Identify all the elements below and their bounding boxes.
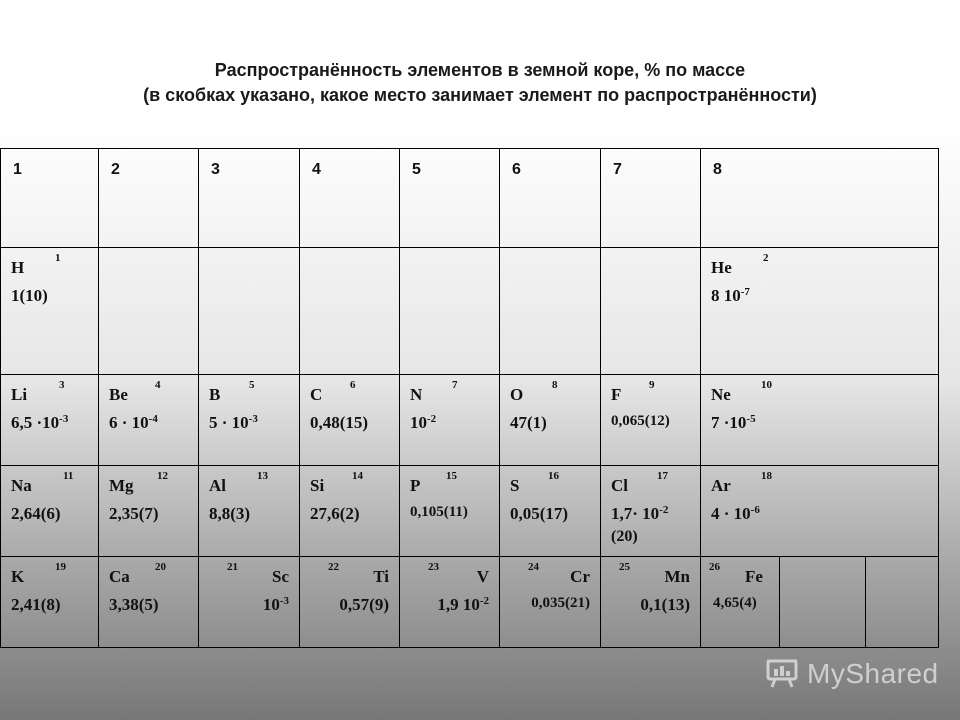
group-number: 1 <box>13 161 22 178</box>
element-cell-p <box>400 466 500 557</box>
atomic-number: 19 <box>55 561 66 573</box>
element-value: 0,48(15) <box>310 413 369 432</box>
title-line-2: (в скобках указано, какое место занимает элемент по распространённости) <box>143 85 817 105</box>
element-symbol: Ar <box>711 476 731 495</box>
element-value: 1,9 $10^{-2}$ <box>437 595 489 614</box>
group-number: 3 <box>211 161 220 178</box>
atomic-number: 2 <box>763 252 769 264</box>
period-row-3 <box>1 466 939 557</box>
element-cell-b <box>199 375 300 466</box>
element-symbol: P <box>410 476 421 495</box>
header-cell <box>400 149 500 248</box>
element-cell-o <box>500 375 601 466</box>
header-cell <box>500 149 601 248</box>
atomic-number: 16 <box>548 470 559 482</box>
atomic-number: 14 <box>352 470 363 482</box>
element-value: 27,6(2) <box>310 504 360 523</box>
period-row-1 <box>1 248 939 375</box>
atomic-number: 25 <box>619 561 630 573</box>
atomic-number: 18 <box>761 470 772 482</box>
empty-cell <box>601 248 701 375</box>
atomic-number: 8 <box>552 379 558 391</box>
element-value: $10^{-2}$ <box>410 413 437 432</box>
element-symbol: Ti <box>373 567 389 586</box>
element-cell-mg <box>99 466 199 557</box>
element-symbol: C <box>310 385 323 404</box>
header-cell <box>1 149 99 248</box>
element-symbol: Ne <box>711 385 731 404</box>
header-cell <box>199 149 300 248</box>
element-symbol: Li <box>11 385 28 404</box>
element-value: 4,65(4) <box>713 595 757 611</box>
element-value: $6 \cdot 10^{-4}$ <box>109 413 158 432</box>
element-symbol: Be <box>109 385 128 404</box>
element-cell-si <box>300 466 400 557</box>
element-symbol: Si <box>310 476 325 495</box>
element-value: $7 \cdot 10^{-5}$ <box>711 413 756 432</box>
element-cell-he <box>701 248 939 375</box>
element-value: $10^{-3}$ <box>262 595 289 614</box>
atomic-number: 20 <box>155 561 166 573</box>
atomic-number: 15 <box>446 470 457 482</box>
element-symbol: F <box>611 385 622 404</box>
element-value: $5 \cdot 10^{-3}$ <box>209 413 258 432</box>
atomic-number: 12 <box>157 470 168 482</box>
element-symbol: N <box>410 385 423 404</box>
group-number: 6 <box>512 161 521 178</box>
atomic-number: 22 <box>328 561 339 573</box>
atomic-number: 7 <box>452 379 458 391</box>
empty-cell <box>780 557 866 648</box>
atomic-number: 10 <box>761 379 772 391</box>
watermark-logo <box>765 654 939 694</box>
atomic-number: 1 <box>55 252 61 264</box>
header-cell <box>701 149 939 248</box>
element-cell-ar <box>701 466 939 557</box>
element-cell-mn <box>601 557 701 648</box>
element-value: 2,64(6) <box>11 504 61 523</box>
element-value: 0,57(9) <box>339 595 389 614</box>
header-row <box>1 149 939 248</box>
group-number: 8 <box>713 161 722 178</box>
element-symbol: B <box>209 385 221 404</box>
element-value: 2,41(8) <box>11 595 61 614</box>
element-value: 0,065(12) <box>611 413 670 429</box>
element-value: 0,05(17) <box>510 504 569 523</box>
empty-cell <box>500 248 601 375</box>
element-cell-cl <box>601 466 701 557</box>
element-symbol: Cr <box>570 567 590 586</box>
atomic-number: 21 <box>227 561 238 573</box>
element-symbol: H <box>11 258 25 277</box>
element-symbol: Sc <box>272 567 289 586</box>
empty-cell <box>300 248 400 375</box>
element-cell-f <box>601 375 701 466</box>
empty-cell <box>99 248 199 375</box>
atomic-number: 23 <box>428 561 439 573</box>
group-number: 4 <box>312 161 321 178</box>
atomic-number: 3 <box>59 379 65 391</box>
element-symbol: Mg <box>109 476 134 495</box>
element-value: 47(1) <box>510 413 547 432</box>
page-title <box>0 58 960 108</box>
element-table <box>0 148 939 648</box>
element-cell-ca <box>99 557 199 648</box>
header-cell <box>99 149 199 248</box>
element-cell-na <box>1 466 99 557</box>
element-cell-n <box>400 375 500 466</box>
empty-cell <box>400 248 500 375</box>
atomic-number: 11 <box>63 470 74 482</box>
element-cell-be <box>99 375 199 466</box>
atomic-number: 5 <box>249 379 255 391</box>
element-cell-h <box>1 248 99 375</box>
empty-cell <box>199 248 300 375</box>
title-line-1: Распространённость элементов в земной коре, % по массе <box>214 60 746 80</box>
presentation-icon <box>765 655 799 694</box>
element-cell-fe <box>701 557 780 648</box>
atomic-number: 24 <box>528 561 539 573</box>
watermark-text: MyShared <box>807 658 939 689</box>
period-row-4 <box>1 557 939 648</box>
element-symbol: Al <box>209 476 226 495</box>
element-value: 3,38(5) <box>109 595 159 614</box>
element-cell-sc <box>199 557 300 648</box>
header-cell <box>300 149 400 248</box>
element-cell-cr <box>500 557 601 648</box>
element-value: $6,5 \cdot 10^{-3}$ <box>11 413 69 432</box>
element-symbol: Ca <box>109 567 130 586</box>
element-symbol: Cl <box>611 476 628 495</box>
element-cell-li <box>1 375 99 466</box>
element-symbol: Fe <box>745 567 763 586</box>
empty-cell <box>866 557 939 648</box>
element-value: 0,105(11) <box>410 504 468 520</box>
element-cell-s <box>500 466 601 557</box>
element-value: 1(10) <box>11 286 48 305</box>
atomic-number: 26 <box>709 561 720 573</box>
element-value: 0,035(21) <box>531 595 590 611</box>
element-symbol: Na <box>11 476 32 495</box>
group-number: 2 <box>111 161 120 178</box>
element-value: $4 \cdot 10^{-6}$ <box>711 504 760 523</box>
atomic-number: 9 <box>649 379 655 391</box>
group-number: 7 <box>613 161 622 178</box>
atomic-number: 17 <box>657 470 668 482</box>
element-value: $1,7\cdot 10^{-2}$ <box>611 504 669 523</box>
atomic-number: 13 <box>257 470 268 482</box>
element-value: 2,35(7) <box>109 504 159 523</box>
element-symbol: Mn <box>664 567 690 586</box>
element-cell-ti <box>300 557 400 648</box>
group-number: 5 <box>412 161 421 178</box>
atomic-number: 4 <box>155 379 161 391</box>
element-value: 8 $10^{-7}$ <box>711 286 750 305</box>
element-symbol: He <box>711 258 732 277</box>
element-symbol: O <box>510 385 524 404</box>
element-value: 0,1(13) <box>640 595 690 614</box>
period-row-2 <box>1 375 939 466</box>
element-symbol: K <box>11 567 25 586</box>
element-rank: (20) <box>611 528 638 545</box>
element-cell-c <box>300 375 400 466</box>
atomic-number: 6 <box>350 379 356 391</box>
element-cell-k <box>1 557 99 648</box>
element-symbol: S <box>510 476 520 495</box>
element-cell-al <box>199 466 300 557</box>
element-symbol: V <box>476 567 489 586</box>
element-cell-v <box>400 557 500 648</box>
element-value: 8,8(3) <box>209 504 251 523</box>
element-cell-ne <box>701 375 939 466</box>
header-cell <box>601 149 701 248</box>
